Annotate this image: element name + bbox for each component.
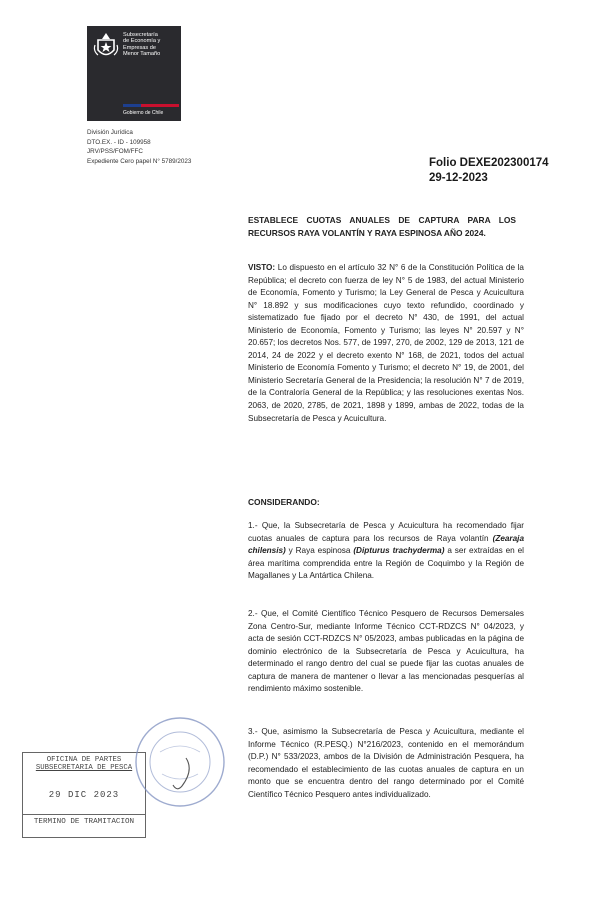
visto-label: VISTO: (248, 263, 276, 272)
folio-date: 29-12-2023 (429, 172, 488, 184)
coat-of-arms-icon (93, 31, 119, 61)
flag-bar-icon (123, 104, 179, 107)
government-label: Gobierno de Chile (123, 110, 164, 116)
reception-stamp: OFICINA DE PARTES SUBSECRETARIA DE PESCA 29 DIC 2023 TERMINO DE TRAMITACION (22, 752, 146, 838)
considerando-paragraph-3: 3.- Que, asimismo la Subsecretaría de Pesca y Acuicultura, mediante el Informe Técnico (R.PESQ.) N°216/2023, contenido en el memorándum (D.P.) N° 533/2023, ambos de la División de Administración Pesquera, ha recomendado el establecimiento de las cuotas anuales de captura en un monto que se encuentra dentro del rango determinado por el Comité Científico Técnico Pesquero antes individualizado. (248, 727, 524, 799)
considerando-paragraph-2: 2.- Que, el Comité Científico Técnico Pesquero de Recursos Demersales Zona Centro-Sur, mediante Informe Técnico CCT-RDZCS N° 04/2023, y acta de sesión CCT-RDZCS N° 05/2023, ambas publicadas en la página de dominio electrónico de la Subsecretaría de Pesca y Acuicultura, ha determinado el rango dentro del cual se puede fijar las cuotas anuales de captura de manera de mantener o llevar a las mencionadas pesquerías al rendimiento máximo sostenible. (248, 609, 524, 694)
visto-text: Lo dispuesto en el artículo 32 N° 6 de la Constitución Política de la República; el decreto con fuerza de ley N° 5 de 1983, del actual Ministerio de Economía, Fomento y Turismo; la Ley General de Pesca y Acuicultura N° 18.892 y sus modificaciones cuyo texto refundido, coordinado y sistematizado fue fijado por el decreto N° 430, de 1991, del actual Ministerio de Economía, Fomento y Turismo; las leyes N° 20.597 y N° 20.657; los decretos Nos. 577, de 1997, 270, de 2002, 129 de 2013, 121 de 2014, 24 de 2022 y el decreto exento N° 168, de 2021, todos del actual Ministerio de Economía Fomento y Turismo; el decreto N° 19, de 2001, del Ministerio Secretaría General de la Presidencia; la resolución N° 7 de 2019, de la Contraloría General de la República; y las resoluciones exentas Nos. 2063, de 2020, 2785, de 2021, 1898 y 1899, ambas de 2022, todas de la Subsecretaría de Pesca y Acuicultura. (248, 263, 524, 423)
document-title: ESTABLECE CUOTAS ANUALES DE CAPTURA PARA LOS RECURSOS RAYA VOLANTÍN Y RAYA ESPINOSA AÑO 2024. (248, 215, 516, 238)
document-metadata: División Jurídica DTO.EX. - ID - 109958 JRV/PSS/FOM/FFC Expediente Cero papel N° 5789/2023 (87, 129, 192, 165)
considerando-heading: CONSIDERANDO: (248, 497, 320, 507)
considerando-paragraph-1: 1.- Que, la Subsecretaría de Pesca y Acuicultura ha recomendado fijar cuotas anuales de captura para los recursos de Raya volantín (Zearaja chilensis) y Raya espinosa (Dipturus trachyderma) a ser extraídas en el área marítima comprendida entre la Región de Coquimbo y la Región de Magallanes y La Antártica Chilena. (248, 521, 524, 581)
folio-block (429, 156, 549, 186)
official-seal-icon (130, 712, 230, 812)
stamp-date: 29 DIC 2023 (48, 790, 120, 800)
folio-number: Folio DEXE202300174 (429, 157, 549, 169)
stamp-status: TERMINO DE TRAMITACION (33, 818, 135, 826)
visto-paragraph (248, 262, 524, 425)
government-logo (87, 26, 181, 121)
organization-name: Subsecretaría de Economía y Empresas de Menor Tamaño (123, 32, 161, 58)
